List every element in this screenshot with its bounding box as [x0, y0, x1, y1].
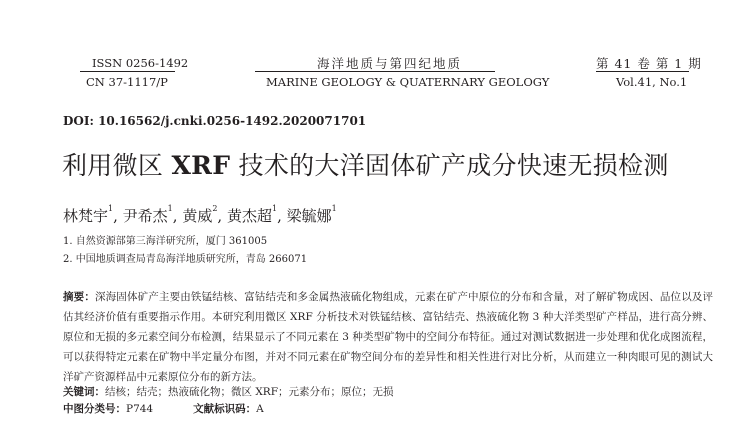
keywords-text: 结核；结壳；热液硫化物；微区 XRF；元素分布；原位；无损: [105, 386, 394, 398]
author-aff: 1: [331, 204, 337, 213]
author-aff: 1: [271, 204, 278, 213]
keywords-label: 关键词：: [63, 386, 105, 398]
author-name: 梁毓娜: [286, 207, 332, 225]
affiliation-1: 1. 自然资源部第三海洋研究所，厦门 361005: [63, 236, 268, 247]
author-name: 林梵宇: [63, 207, 109, 225]
journal-name-cn: 海洋地质与第四纪地质: [317, 56, 463, 71]
doc-code-value: A: [256, 403, 264, 415]
issn: ISSN 0256-1492: [92, 56, 189, 70]
abstract-text: 深海固体矿产主要由铁锰结核、富钴结壳和多金属热液硫化物组成，元素在矿产中原位的分布和含量，对了解矿物成因、品位以及评估其经济价值有重要指示作用。本研究利用微区 XRF 分析技术对铁锰结核、富钴结壳、热液硫化物 3 种大洋类型矿产样品，进行高分辨、原位和无损的多元素空间分布检测，结果显示了不同元素在 3 种类型矿物中的空间分布特征。通过对测试数据进一步处理和优化成图流程，可以获得特定元素在矿物中半定量分布图，并对不同元素在矿物空间分布的差异性和相关性进行对比分析，从而建立一种肉眼可见的测试大洋矿产资源样品中元素原位分布的新方法。: [63, 291, 714, 383]
header-divider-right: [596, 71, 689, 72]
abstract: [63, 287, 713, 387]
clc-label: 中图分类号：: [63, 403, 126, 415]
volume-en: Vol.41, No.1: [616, 75, 688, 89]
doi[interactable]: DOI: 10.16562/j.cnki.0256-1492.2020071701: [63, 114, 367, 128]
clc-value: P744: [126, 403, 154, 415]
author-aff: 1: [167, 204, 173, 213]
header-divider-left: [80, 71, 175, 72]
title-suffix: 技术的大洋固体矿产成分快速无损检测: [230, 151, 669, 180]
title-xrf: XRF: [171, 151, 231, 180]
keywords: [63, 384, 394, 399]
doc-code-label: 文献标识码：: [193, 403, 257, 415]
author-name: 尹希杰: [122, 207, 168, 225]
author-aff: 1: [108, 204, 114, 213]
author-name: 黄杰超: [226, 207, 272, 225]
author-name: 黄威: [182, 207, 213, 225]
author-list: 林梵宇$^1$, 尹希杰$^1$, 黄威$^2$, 黄杰超$^1$, 梁毓娜$^1$: [63, 204, 337, 225]
author-aff: 2: [212, 204, 218, 213]
affiliation-2: 2. 中国地质调查局青岛海洋地质研究所，青岛 266071: [63, 254, 308, 265]
paper-title: [62, 146, 669, 182]
title-prefix: 利用微区: [62, 151, 172, 180]
classification: [63, 401, 264, 416]
journal-name-en: MARINE GEOLOGY & QUATERNARY GEOLOGY: [266, 75, 550, 89]
cn-number: CN 37-1117/P: [86, 75, 168, 89]
volume-cn: 第 41 卷 第 1 期: [596, 56, 702, 71]
header-divider-center: [255, 71, 495, 72]
abstract-label: 摘要：: [63, 291, 95, 303]
